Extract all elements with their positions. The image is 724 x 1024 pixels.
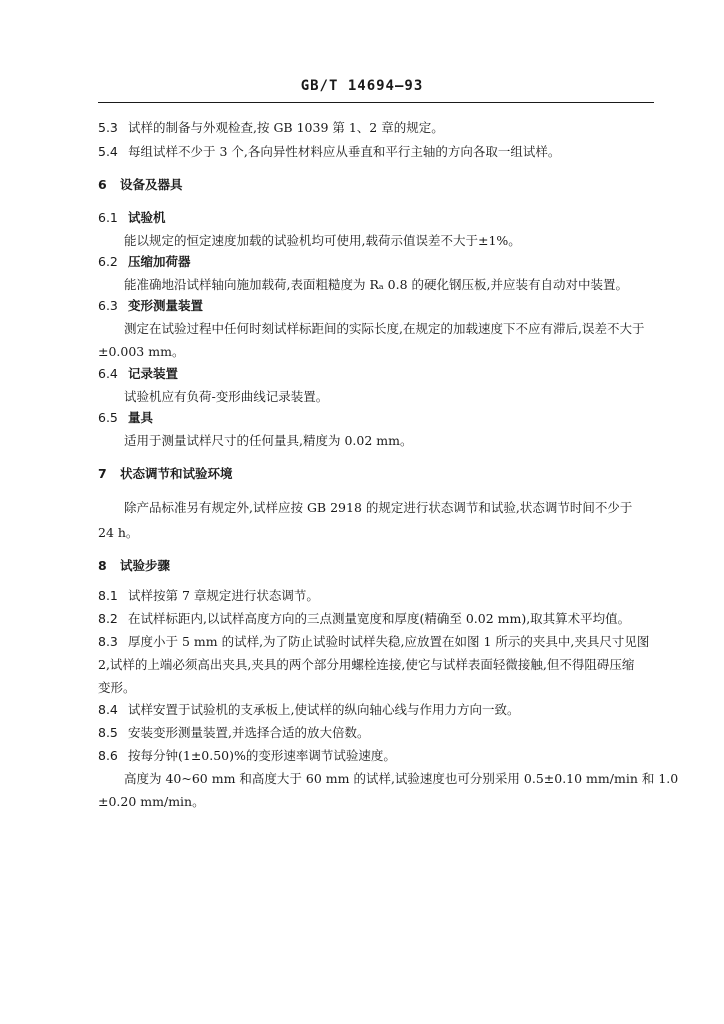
- section-6-heading: [98, 177, 658, 193]
- clause-text: 在试样标距内,以试样高度方向的三点测量宽度和厚度(精确至 0.02 mm),取其算术平均值。: [128, 611, 631, 626]
- standard-code-header: GB/T 14694—93: [300, 78, 424, 94]
- clause-title: 压缩加荷器: [128, 254, 191, 269]
- section-title: 试验步骤: [120, 558, 171, 573]
- clause-text: 按每分钟(1±0.50)%的变形速率调节试验速度。: [128, 748, 396, 763]
- clause-text: 试样按第 7 章规定进行状态调节。: [128, 588, 319, 603]
- clause-number: 5.4: [98, 144, 118, 159]
- clause-5-3: [98, 120, 658, 136]
- clause-6-3-body-line1: 测定在试验过程中任何时刻试样标距间的实际长度,在规定的加载速度下不应有滞后,误差不大于: [124, 321, 645, 336]
- clause-6-4-body: 试验机应有负荷-变形曲线记录装置。: [124, 389, 329, 404]
- section-8-heading: [98, 558, 658, 574]
- section-title: 状态调节和试验环境: [120, 466, 233, 481]
- clause-number: 6.5: [98, 410, 118, 425]
- clause-number: 6.2: [98, 254, 118, 269]
- clause-6-5-body: 适用于测量试样尺寸的任何量具,精度为 0.02 mm。: [124, 433, 413, 448]
- clause-8-6-body-line2: ±0.20 mm/min。: [98, 794, 205, 809]
- section-title: 设备及器具: [120, 177, 183, 192]
- clause-text: 每组试样不少于 3 个,各向异性材料应从垂直和平行主轴的方向各取一组试样。: [128, 144, 561, 159]
- section-number: 6: [98, 177, 107, 192]
- clause-number: 6.4: [98, 366, 118, 381]
- header-rule: [98, 102, 654, 103]
- clause-number: 8.6: [98, 748, 118, 763]
- clause-number: 8.2: [98, 611, 118, 626]
- clause-title: 试验机: [128, 210, 166, 225]
- section-number: 8: [98, 558, 107, 573]
- section-7-body-line2: 24 h。: [98, 525, 139, 540]
- clause-8-6-body-line1: 高度为 40~60 mm 和高度大于 60 mm 的试样,试验速度也可分别采用 0.5±0.10 mm/min 和 1.0: [124, 771, 679, 786]
- clause-text: 厚度小于 5 mm 的试样,为了防止试验时试样失稳,应放置在如图 1 所示的夹具中,夹具尺寸见图: [128, 634, 650, 649]
- clause-6-3-title: [98, 298, 658, 314]
- clause-8-4: [98, 702, 658, 718]
- clause-text: 安装变形测量装置,并选择合适的放大倍数。: [128, 725, 370, 740]
- section-7-body-line1: 除产品标准另有规定外,试样应按 GB 2918 的规定进行状态调节和试验,状态调节时间不少于: [124, 500, 633, 515]
- clause-number: 8.4: [98, 702, 118, 717]
- clause-number: 5.3: [98, 120, 118, 135]
- clause-number: 6.1: [98, 210, 118, 225]
- clause-6-5-title: [98, 410, 658, 426]
- clause-8-3-line1: [98, 634, 658, 650]
- clause-number: 6.3: [98, 298, 118, 313]
- clause-8-3-line3: 变形。: [98, 680, 136, 695]
- section-7-heading: [98, 466, 658, 482]
- clause-6-3-body-line2: ±0.003 mm。: [98, 344, 185, 359]
- clause-number: 8.1: [98, 588, 118, 603]
- clause-number: 8.5: [98, 725, 118, 740]
- clause-text: 试样安置于试验机的支承板上,使试样的纵向轴心线与作用力方向一致。: [128, 702, 520, 717]
- clause-6-1-body: 能以规定的恒定速度加载的试验机均可使用,载荷示值误差不大于±1%。: [124, 233, 521, 248]
- clause-number: 8.3: [98, 634, 118, 649]
- section-number: 7: [98, 466, 107, 481]
- clause-title: 记录装置: [128, 366, 179, 381]
- clause-8-6: [98, 748, 658, 764]
- clause-6-2-title: [98, 254, 658, 270]
- clause-6-1-title: [98, 210, 658, 226]
- clause-5-4: [98, 144, 658, 160]
- clause-8-1: [98, 588, 658, 604]
- clause-6-2-body: 能准确地沿试样轴向施加载荷,表面粗糙度为 Rₐ 0.8 的硬化钢压板,并应装有自动对中装置。: [124, 277, 628, 292]
- clause-6-4-title: [98, 366, 658, 382]
- clause-text: 试样的制备与外观检查,按 GB 1039 第 1、2 章的规定。: [128, 120, 444, 135]
- clause-8-5: [98, 725, 658, 741]
- clause-8-3-line2: 2,试样的上端必须高出夹具,夹具的两个部分用螺栓连接,使它与试样表面轻微接触,但不得阻碍压缩: [98, 657, 635, 672]
- clause-title: 变形测量装置: [128, 298, 204, 313]
- clause-title: 量具: [128, 410, 154, 425]
- clause-8-2: [98, 611, 658, 627]
